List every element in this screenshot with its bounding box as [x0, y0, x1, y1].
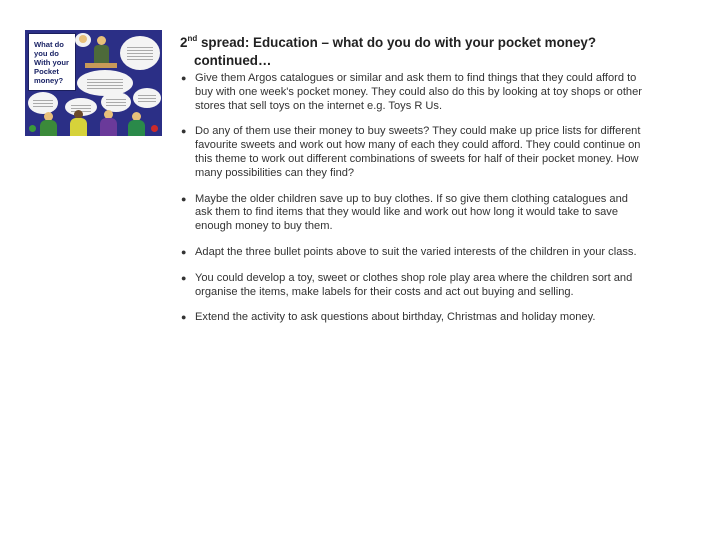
person-icon: [69, 110, 89, 136]
list-item: [180, 272, 642, 300]
person-icon: [79, 35, 87, 43]
speech-bubble-icon: [101, 92, 131, 112]
bullet-icon: ●: [181, 246, 187, 257]
bullet-icon: ●: [181, 126, 187, 137]
thumbnail-title-line: Pocket: [34, 67, 59, 76]
table-illustration: [85, 63, 117, 68]
thumbnail-title-line: With your: [34, 58, 69, 67]
list-item: [180, 125, 642, 180]
person-icon: [127, 112, 147, 136]
coin-icon: [29, 125, 36, 132]
thumbnail-title-line: What do: [34, 40, 64, 49]
person-icon: [99, 110, 119, 136]
list-item-text: Extend the activity to ask questions about birthday, Christmas and holiday money.: [195, 311, 596, 324]
list-item-text: Do any of them use their money to buy sweets? They could make up price lists for different favourite sweets and work out how many of each they could afford. They could continue on this theme to work out different combinations of sweets for half of their pocket money. How many possibilities can they find?: [195, 125, 641, 179]
list-item: [180, 193, 642, 234]
list-item: [180, 72, 642, 113]
speech-bubble-icon: [77, 70, 133, 96]
heading-text: spread: Education – what do you do with your pocket money?: [197, 35, 597, 50]
thumbnail-title-line: you do: [34, 49, 59, 58]
list-item: [180, 311, 642, 325]
list-item-text: Give them Argos catalogues or similar and ask them to find things that they could afford to buy with one week's pocket money. They could also do this by looking at toy shops or other stores that sell toys on the internet e.g. Toys R Us.: [195, 72, 642, 112]
thumbnail-title-line: money?: [34, 76, 64, 85]
list-item-text: Maybe the older children save up to buy clothes. If so give them clothing catalogues and ask them to find items that they would like and work out how long it would take to save enough money to buy them.: [195, 192, 628, 233]
person-icon: [39, 112, 59, 136]
speech-bubble-icon: [28, 92, 58, 114]
heading-ordinal: 2: [180, 35, 188, 50]
bullet-icon: ●: [181, 193, 187, 204]
list-item: [180, 246, 642, 260]
slide-thumbnail: [25, 30, 162, 136]
speech-bubble-icon: [133, 88, 161, 108]
bullet-icon: ●: [181, 73, 187, 83]
coin-icon: [151, 125, 158, 132]
heading-continued: continued…: [194, 53, 272, 68]
person-icon: [91, 36, 111, 66]
thumbnail-title-panel: [28, 33, 76, 91]
list-item-text: Adapt the three bullet points above to suit the varied interests of the children in your class.: [195, 245, 637, 258]
bullet-icon: ●: [181, 312, 187, 323]
speech-bubble-icon: [120, 36, 160, 70]
thumbnail-title: [34, 40, 76, 85]
page-heading: [180, 34, 690, 70]
bullet-icon: ●: [181, 272, 187, 283]
heading-ordinal-suffix: nd: [187, 34, 198, 43]
activity-list: [180, 72, 642, 325]
list-item-text: You could develop a toy, sweet or clothes shop role play area where the children sort and organise the items, make labels for their costs and act out buying and selling.: [195, 271, 633, 298]
